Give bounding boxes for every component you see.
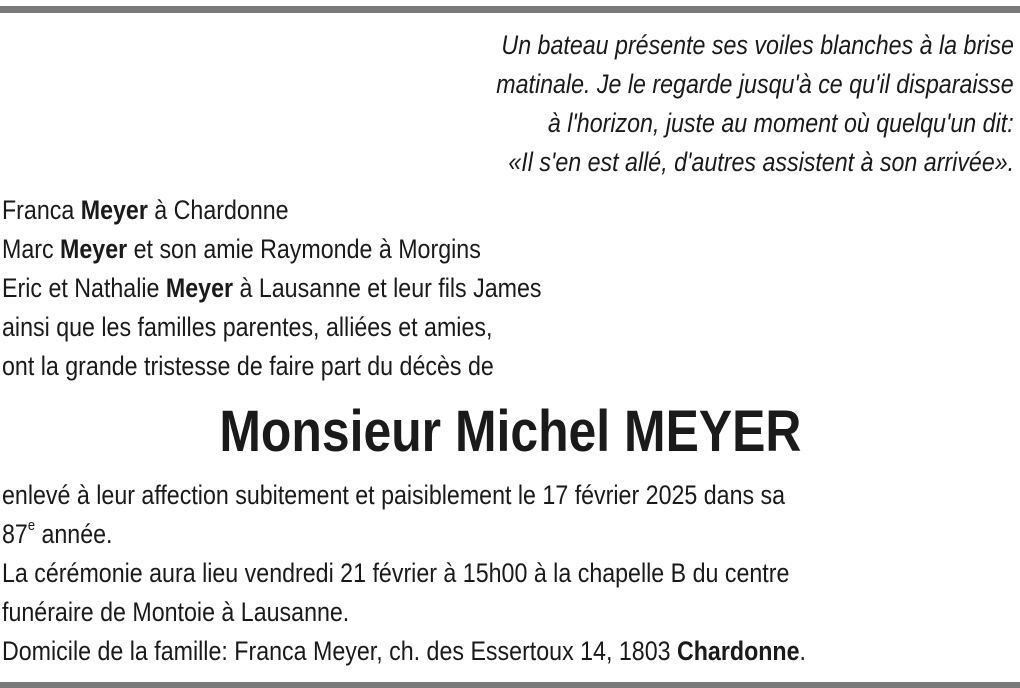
opening-poem: [412, 26, 1014, 182]
poem-line-1: Un bateau présente ses voiles blanches à la brise: [501, 30, 1014, 60]
body-line-5: Domicile de la famille: Franca Meyer, ch. des Essertoux 14, 1803 Chardonne.: [2, 636, 807, 666]
announcement-body: [2, 476, 937, 671]
family-line-5: ont la grande tristesse de faire part du décès de: [2, 351, 494, 381]
family-line-1: Franca Meyer à Chardonne: [2, 195, 289, 225]
body-line-3: La cérémonie aura lieu vendredi 21 février à 15h00 à la chapelle B du centre: [2, 558, 790, 588]
top-border-rule: [0, 6, 1020, 13]
body-line-4: funéraire de Montoie à Lausanne.: [2, 597, 350, 627]
bottom-border-rule: [0, 682, 1020, 688]
deceased-name-heading: Monsieur Michel MEYER: [218, 399, 802, 464]
family-line-4: ainsi que les familles parentes, alliées et amies,: [2, 312, 493, 342]
poem-line-3: à l'horizon, juste au moment où quelqu'un dit:: [548, 108, 1014, 138]
body-line-1: enlevé à leur affection subitement et paisiblement le 17 février 2025 dans sa: [2, 480, 786, 510]
family-line-3: Eric et Nathalie Meyer à Lausanne et leur fils James: [2, 273, 542, 303]
family-announcement: [2, 191, 629, 386]
poem-line-2: matinale. Je le regarde jusqu'à ce qu'il disparaisse: [496, 69, 1014, 99]
family-line-2: Marc Meyer et son amie Raymonde à Morgins: [2, 234, 481, 264]
poem-line-4: «Il s'en est allé, d'autres assistent à son arrivée».: [508, 147, 1014, 177]
body-line-2: 87e année.: [2, 517, 113, 549]
